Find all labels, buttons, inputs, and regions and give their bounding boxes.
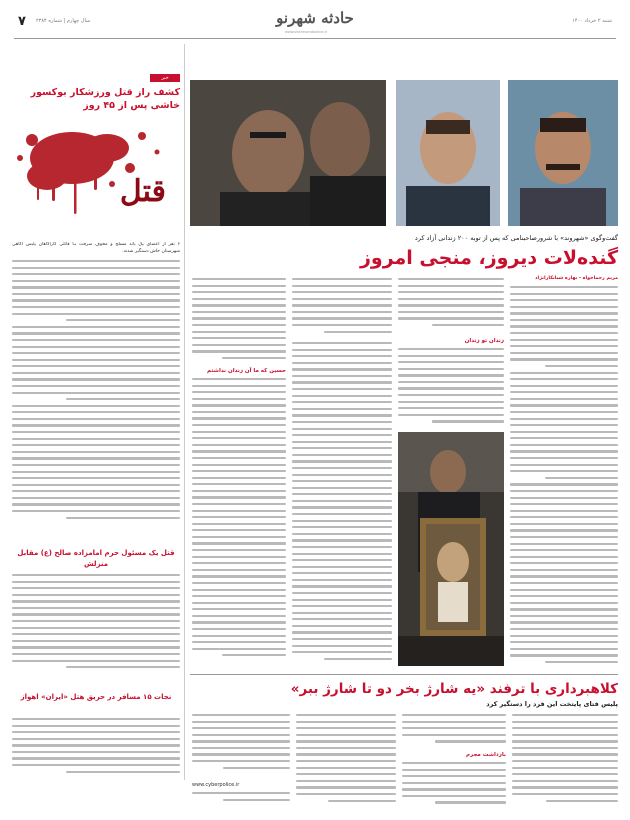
cyberpolice-link[interactable]: www.cyberpolice.ir [192,782,240,788]
section-divider [190,674,618,675]
photo-portrait-3 [508,80,618,226]
feature-col-2b [398,348,504,428]
bottom-col-2 [402,714,506,748]
photo-man-with-portrait [398,432,504,666]
feature-col-3b [292,342,392,666]
sidebar [12,42,180,782]
feature-col-3 [292,278,392,338]
bottom-subtitle: پلیس فتای پایتخت این فرد را دستگیر کرد [486,700,618,708]
story2-body [12,574,180,684]
story1-title: کشف راز قتل ورزشکار بوکسور خاشی پس از ۴۵ روز [30,87,180,111]
photo-portrait-2 [396,80,500,226]
page-number: ۷ [18,14,26,29]
story1-body [12,260,180,540]
feature-col-4 [192,278,286,368]
bottom-col-4 [192,714,290,778]
page-header [0,0,630,40]
subhead-1: زندان تو زندان [464,338,504,344]
story3-title: نجات ۱۵ مسافر در حریق هتل «ایران» اهواز [20,693,172,701]
tag-label: خبر [161,75,169,81]
header-rule [14,38,616,39]
issue-date: شنبه ۲ خرداد ۱۴۰۰ [572,18,612,24]
blood-illustration [12,118,180,226]
subhead-2: حسین که ما آن زندان نداشتم [207,368,286,374]
masthead-logo [262,8,368,30]
blood-word: قتل [119,174,166,209]
masthead-title: حادثه شهرنو [276,9,354,27]
story2-title: قتل یک مسئول حرم امامزاده صالح (ع) مقابل منزلش [17,549,175,568]
feature-kicker: گفت‌وگوی «شهروند» با شرورصاحبنامی که پس از توبه ۲۰۰ زندانی آزاد کرد [414,234,618,242]
bottom-col-2b [402,762,506,810]
issue-info: سال چهارم | شماره ۲۳۸۴ [36,18,91,24]
feature-col-2 [398,278,504,334]
photo-portrait-1 [190,80,386,226]
tag-badge [150,74,180,82]
feature-col-4b [192,378,286,666]
bottom-headline: کلاهبرداری با ترفند «یه شارژ بخر دو تا شارژ ببر» [290,681,618,697]
sidebar-divider [184,44,185,780]
feature-headline: گنده‌لات دیروز، منجی امروز [359,247,618,269]
story1-lead: ۶ نفر از اعضای یک باند مسلح و مخوف سرقت بـا قاتلی کارآگاهان پلیس آگاهی شهرستان خاش دستگیر شدند. [12,242,180,254]
feature-byline: مریم رحماخواه - بهاره شبانکارانژاد [535,276,618,281]
feature-col-1 [510,286,618,666]
bottom-col-3 [296,714,396,810]
bottom-col-4b [192,792,290,812]
masthead-url: www.shahrvandonline.ir [285,30,328,34]
story3-body [12,718,180,782]
bottom-col-1 [512,714,618,810]
bottom-subhead: بازداشت مجرم [466,752,506,758]
